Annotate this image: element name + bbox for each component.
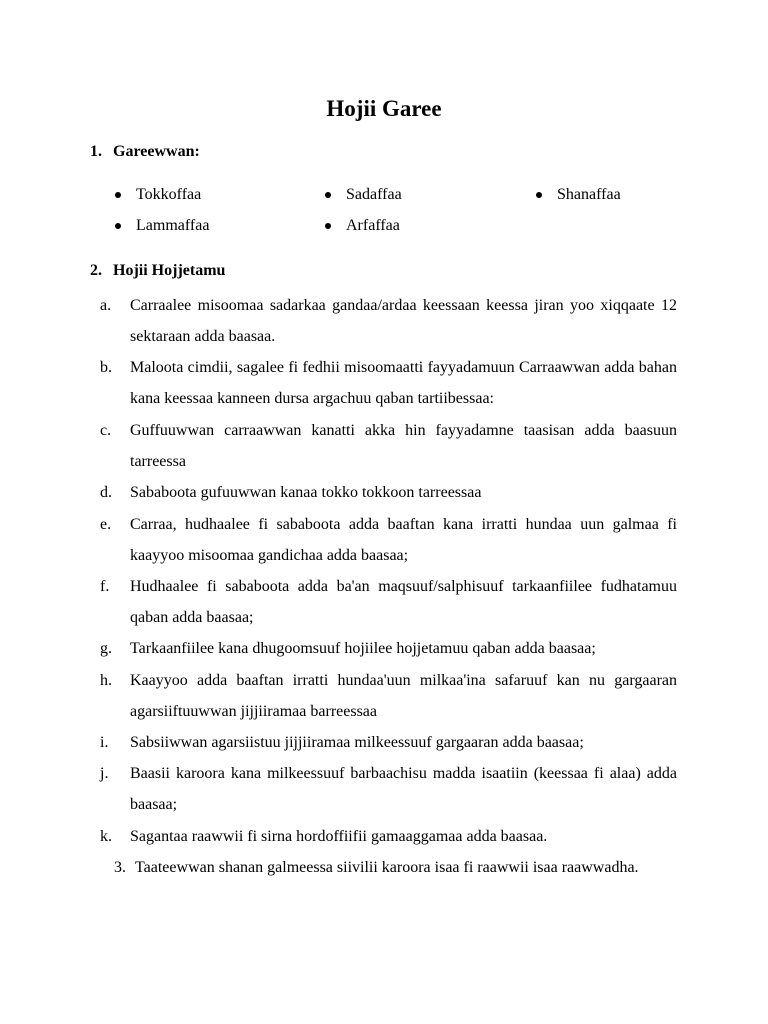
bullet-icon — [115, 192, 121, 198]
task-text: Hudhaalee fi sababoota adda ba'an maqsuuf/salphisuuf tarkaanfiilee fudhatamuu qaban adda baasaa; — [130, 578, 677, 626]
list-marker: k. — [100, 828, 112, 845]
task-list-item — [100, 352, 677, 414]
task-text: Tarkaanfiilee kana dhugoomsuuf hojiilee hojjetamuu qaban adda baasaa; — [130, 640, 596, 657]
bullet-icon — [325, 192, 331, 198]
group-label: Shanaffaa — [557, 186, 621, 203]
page-title: Hojii Garee — [326, 96, 442, 121]
section-heading-tasks — [90, 261, 225, 281]
task-text: Sabsiiwwan agarsiistuu jijjiiramaa milkeessuuf gargaaran adda baasaa; — [130, 734, 584, 751]
group-label: Sadaffaa — [346, 186, 402, 203]
group-label: Arfaffaa — [346, 217, 400, 234]
list-marker: f. — [100, 578, 110, 595]
task-list-item — [100, 665, 677, 727]
task-text: Carraalee misoomaa sadarkaa gandaa/ardaa keessaan keessa jiran yoo xiqqaate 12 sektaraan adda baasaa. — [130, 297, 677, 345]
list-marker: c. — [100, 422, 112, 439]
task-list-item — [100, 821, 677, 852]
list-marker: j. — [100, 765, 109, 782]
task-list-item — [100, 571, 677, 633]
task-text: Sababoota gufuuwwan kanaa tokko tokkoon tarreessaa — [130, 484, 482, 501]
list-marker: h. — [100, 672, 112, 689]
list-marker: d. — [100, 484, 112, 501]
task-list-item — [100, 290, 677, 352]
section-heading-label: Hojii Hojjetamu — [113, 262, 226, 279]
list-marker: g. — [100, 640, 112, 657]
task-text: Carraa, hudhaalee fi sababoota adda baaftan kana irratti hundaa uun galmaa fi kaayyoo misoomaa gandichaa adda baasaa; — [130, 516, 677, 564]
task-text: Kaayyoo adda baaftan irratti hundaa'uun milkaa'ina safaruuf kan nu gargaaran agarsiiftuuwwan jijjiiramaa barreessaa — [130, 672, 677, 720]
task-text: Maloota cimdii, sagalee fi fedhii misoomaatti fayyadamuun Carraawwan adda bahan kana keessaa kanneen dursa argachuu qaban tartiibessaa: — [130, 359, 677, 407]
section-heading-groups — [90, 142, 200, 162]
section-heading-label: Gareewwan: — [113, 143, 200, 160]
bullet-icon — [536, 192, 542, 198]
task-list-item — [100, 633, 677, 664]
section-number: 3. — [114, 859, 126, 876]
section-number: 2. — [90, 262, 102, 279]
task-list-item — [100, 758, 677, 820]
bullet-icon — [115, 223, 121, 229]
list-marker: b. — [100, 359, 112, 376]
task-list-item — [100, 477, 677, 508]
task-list-item — [100, 727, 677, 758]
list-marker: a. — [100, 297, 112, 314]
task-list-item — [100, 415, 677, 477]
list-marker: e. — [100, 516, 112, 533]
list-marker: i. — [100, 734, 109, 751]
task-list-item — [100, 509, 677, 571]
section-three-text: Taateewwan shanan galmeessa siivilii karoora isaa fi raawwii isaa raawwadha. — [135, 859, 639, 876]
group-label: Lammaffaa — [136, 217, 210, 234]
task-text: Sagantaa raawwii fi sirna hordoffiifii gamaaggamaa adda baasaa. — [130, 828, 548, 845]
task-text: Baasii karoora kana milkeessuuf barbaachisu madda isaatiin (keessaa fi alaa) adda baasaa; — [130, 765, 677, 813]
task-text: Guffuuwwan carraawwan kanatti akka hin fayyadamne taasisan adda baasuun tarreessa — [130, 422, 677, 470]
section-three-item — [114, 852, 677, 883]
group-label: Tokkoffaa — [136, 186, 202, 203]
section-number: 1. — [90, 143, 102, 160]
bullet-icon — [325, 223, 331, 229]
